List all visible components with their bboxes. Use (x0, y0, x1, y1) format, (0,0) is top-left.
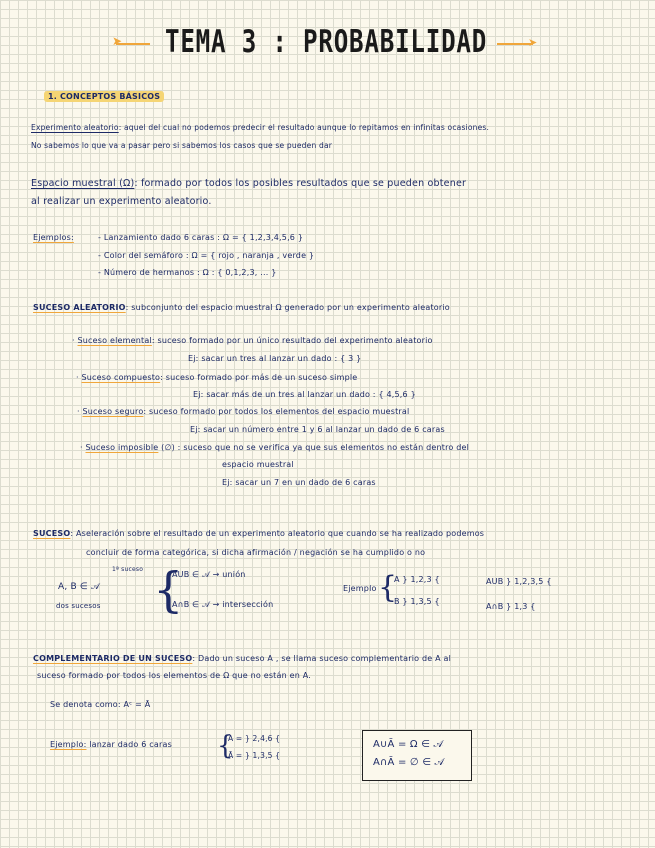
espacio-line2: al realizar un experimento aleatorio. (31, 196, 212, 207)
complementario-a: A = } 2,4,6 { (228, 734, 281, 743)
suceso-line2: concluir de forma categórica, si dicha afirmación / negación se ha cumplido o no (86, 548, 426, 557)
suceso-b: B } 1,3,5 { (394, 597, 440, 606)
complementario-abar: Ā = } 1,3,5 { (228, 751, 281, 760)
box-inter: A∩Ā = ∅ ∈ 𝒜 (373, 757, 445, 768)
ejemplo-item: - Color del semáforo : Ω = { rojo , naranja , verde } (98, 251, 315, 260)
tipo-seguro-ej: Ej: sacar un número entre 1 y 6 al lanzar un dado de 6 caras (190, 425, 445, 434)
ejemplo-item: - Número de hermanos : Ω : { 0,1,2,3, ... } (98, 268, 277, 277)
suceso-union: AUB ∈ 𝒜 → unión (172, 570, 246, 579)
tipo-imposible: · Suceso imposible (∅) : suceso que no se verifica ya que sus elementos no están dentro del (80, 443, 470, 452)
suceso-aleatorio-line: SUCESO ALEATORIO: subconjunto del espacio muestral Ω generado por un experimento aleatorio (33, 303, 450, 312)
tipo-compuesto-ej: Ej: sacar más de un tres al lanzar un dado : { 4,5,6 } (193, 390, 416, 399)
brace-icon: { (153, 562, 184, 618)
brace-icon: { (378, 570, 398, 605)
espacio-line1: Espacio muestral (Ω): formado por todos los posibles resultados que se pueden obtener (31, 178, 467, 189)
suceso-dos: dos sucesos (56, 602, 101, 610)
complementario-ejemplo: Ejemplo: lanzar dado 6 caras (50, 740, 172, 749)
suceso-ejemplo-label: Ejemplo (343, 584, 377, 593)
suceso-inter: A∩B ∈ 𝒜 → intersección (172, 600, 274, 609)
suceso-anb: A∩B } 1,3 { (486, 602, 536, 611)
suceso-line1: SUCESO: Aseleración sobre el resultado de un experimento aleatorio que cuando se ha realizado podemos (33, 529, 485, 538)
tipo-elemental: · Suceso elemental: suceso formado por un único resultado del experimento aleatorio (72, 336, 433, 345)
box-union: A∪Ā = Ω ∈ 𝒜 (373, 739, 444, 750)
experimento-line1: Experimento aleatorio: aquel del cual no podemos predecir el resultado aunque lo repitamos en infinitas ocasiones. (31, 123, 490, 132)
ejemplos-label: Ejemplos: (33, 233, 74, 242)
tipo-elemental-ej: Ej: sacar un tres al lanzar un dado : { 3 } (188, 354, 362, 363)
complementario-line1: COMPLEMENTARIO DE UN SUCESO: Dado un suceso A , se llama suceso complementario de A al (33, 654, 452, 663)
formula-box (362, 730, 472, 781)
complementario-denota: Se denota como: Aᶜ = Ā (50, 700, 151, 709)
page-title: TEMA 3 : PROBABILIDAD (165, 24, 488, 60)
tipo-compuesto: · Suceso compuesto: suceso formado por más de un suceso simple (76, 373, 358, 382)
brace-icon: { (217, 731, 234, 761)
suceso-sup-note: 1ª suceso (112, 566, 144, 573)
complementario-line2: suceso formado por todos los elementos de Ω que no están en A. (37, 671, 312, 680)
ejemplo-item: - Lanzamiento dado 6 caras : Ω = { 1,2,3,4,5,6 } (98, 233, 304, 242)
arrow-left-icon: ➤ (112, 34, 123, 48)
tipo-seguro: · Suceso seguro: suceso formado por todos los elementos del espacio muestral (77, 407, 410, 416)
section-heading: 1. CONCEPTOS BÁSICOS (44, 91, 164, 102)
tipo-imposible-ej: Ej: sacar un 7 en un dado de 6 caras (222, 478, 376, 487)
suceso-ab: A, B ∈ 𝒜 (58, 582, 100, 592)
experimento-line2: No sabemos lo que va a pasar pero si sabemos los casos que se pueden dar (31, 141, 333, 150)
tipo-imposible-def2: espacio muestral (222, 460, 294, 469)
arrow-right-icon: ➤ (528, 36, 538, 49)
suceso-a: A } 1,2,3 { (394, 575, 440, 584)
suceso-aub: AUB } 1,2,3,5 { (486, 577, 552, 586)
